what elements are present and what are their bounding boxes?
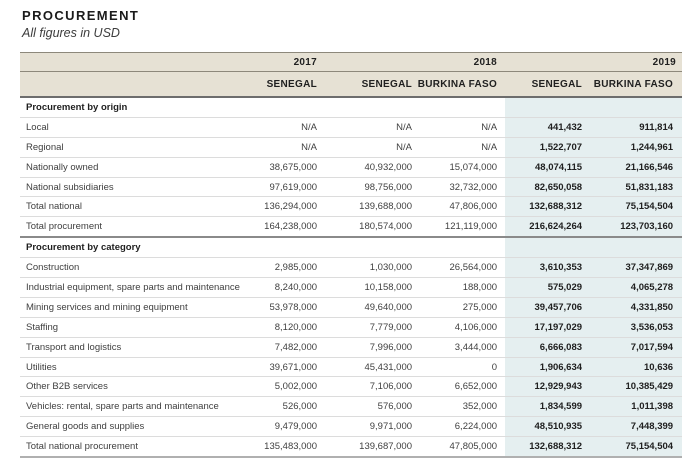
value-cell: 132,688,312 (505, 197, 583, 217)
table-row (20, 317, 682, 337)
value-cell: 10,385,429 (583, 377, 682, 397)
value-cell: 17,197,029 (505, 317, 583, 337)
value-cell: N/A (413, 117, 505, 137)
empty-header-cell (20, 72, 263, 98)
empty-cell (583, 237, 682, 257)
value-cell: 6,224,000 (413, 417, 505, 437)
value-cell: 136,294,000 (263, 197, 318, 217)
value-cell: N/A (263, 137, 318, 157)
col-header-burkina-2018: BURKINA FASO (413, 72, 505, 98)
value-cell: 48,510,935 (505, 417, 583, 437)
row-label: Nationally owned (20, 157, 263, 177)
table-row (20, 177, 682, 197)
table-header (20, 53, 682, 98)
value-cell: 911,814 (583, 117, 682, 137)
value-cell: N/A (318, 117, 413, 137)
value-cell: 48,074,115 (505, 157, 583, 177)
section-header-row (20, 237, 682, 257)
value-cell: 45,431,000 (318, 357, 413, 377)
value-cell: 75,154,504 (583, 197, 682, 217)
section-header: Procurement by origin (20, 97, 263, 117)
row-label: National subsidiaries (20, 177, 263, 197)
value-cell: 21,166,546 (583, 157, 682, 177)
value-cell: 9,479,000 (263, 417, 318, 437)
table-row (20, 437, 682, 457)
table-row (20, 258, 682, 278)
value-cell: 7,996,000 (318, 337, 413, 357)
value-cell: 8,120,000 (263, 317, 318, 337)
value-cell: 47,806,000 (413, 197, 505, 217)
table-row (20, 217, 682, 237)
value-cell: 576,000 (318, 397, 413, 417)
value-cell: 15,074,000 (413, 157, 505, 177)
table-row (20, 278, 682, 298)
section-header-row (20, 97, 682, 117)
value-cell: 180,574,000 (318, 217, 413, 237)
row-label: Utilities (20, 357, 263, 377)
row-label: Mining services and mining equipment (20, 297, 263, 317)
page-subtitle: All figures in USD (22, 26, 120, 40)
section-header: Procurement by category (20, 237, 263, 257)
value-cell: 47,805,000 (413, 437, 505, 457)
empty-cell (505, 237, 583, 257)
value-cell: N/A (413, 137, 505, 157)
year-2017: 2017 (20, 53, 318, 72)
value-cell: 6,652,000 (413, 377, 505, 397)
year-2019: 2019 (505, 53, 682, 72)
value-cell: 82,650,058 (505, 177, 583, 197)
row-label: Total national (20, 197, 263, 217)
row-label: Regional (20, 137, 263, 157)
value-cell: 1,011,398 (583, 397, 682, 417)
value-cell: 139,687,000 (318, 437, 413, 457)
value-cell: 0 (413, 357, 505, 377)
value-cell: 7,779,000 (318, 317, 413, 337)
year-header-row (20, 53, 682, 72)
value-cell: 39,457,706 (505, 297, 583, 317)
table-row (20, 417, 682, 437)
value-cell: 39,671,000 (263, 357, 318, 377)
value-cell: 32,732,000 (413, 177, 505, 197)
table-row (20, 197, 682, 217)
value-cell: 3,610,353 (505, 258, 583, 278)
value-cell: 1,244,961 (583, 137, 682, 157)
row-label: Industrial equipment, spare parts and maintenance (20, 278, 263, 298)
value-cell: 75,154,504 (583, 437, 682, 457)
table-row (20, 377, 682, 397)
value-cell: 4,106,000 (413, 317, 505, 337)
value-cell: 164,238,000 (263, 217, 318, 237)
table-row (20, 137, 682, 157)
table-row (20, 157, 682, 177)
table-row (20, 117, 682, 137)
value-cell: 2,985,000 (263, 258, 318, 278)
value-cell: 1,522,707 (505, 137, 583, 157)
value-cell: N/A (263, 117, 318, 137)
value-cell: 352,000 (413, 397, 505, 417)
value-cell: 4,065,278 (583, 278, 682, 298)
value-cell: 441,432 (505, 117, 583, 137)
empty-cell (318, 97, 413, 117)
value-cell: 7,017,594 (583, 337, 682, 357)
report-header (22, 8, 139, 40)
col-header-senegal-2018: SENEGAL (318, 72, 413, 98)
value-cell: 3,536,053 (583, 317, 682, 337)
empty-cell (505, 97, 583, 117)
value-cell: 7,106,000 (318, 377, 413, 397)
value-cell: 216,624,264 (505, 217, 583, 237)
empty-cell (413, 97, 505, 117)
empty-cell (263, 97, 318, 117)
value-cell: 12,929,943 (505, 377, 583, 397)
value-cell: 51,831,183 (583, 177, 682, 197)
value-cell: 7,448,399 (583, 417, 682, 437)
value-cell: 7,482,000 (263, 337, 318, 357)
value-cell: 10,636 (583, 357, 682, 377)
row-label: Other B2B services (20, 377, 263, 397)
empty-cell (583, 97, 682, 117)
value-cell: 135,483,000 (263, 437, 318, 457)
value-cell: 97,619,000 (263, 177, 318, 197)
value-cell: 53,978,000 (263, 297, 318, 317)
table-row (20, 297, 682, 317)
value-cell: 6,666,083 (505, 337, 583, 357)
value-cell: N/A (318, 137, 413, 157)
value-cell: 123,703,160 (583, 217, 682, 237)
value-cell: 275,000 (413, 297, 505, 317)
row-label: Vehicles: rental, spare parts and maintenance (20, 397, 263, 417)
page-title: PROCUREMENT (22, 8, 140, 23)
row-label: Total national procurement (20, 437, 263, 457)
value-cell: 188,000 (413, 278, 505, 298)
value-cell: 132,688,312 (505, 437, 583, 457)
value-cell: 121,119,000 (413, 217, 505, 237)
table-row (20, 397, 682, 417)
row-label: Total procurement (20, 217, 263, 237)
value-cell: 4,331,850 (583, 297, 682, 317)
value-cell: 26,564,000 (413, 258, 505, 278)
col-header-senegal-2017: SENEGAL (263, 72, 318, 98)
value-cell: 526,000 (263, 397, 318, 417)
empty-cell (263, 237, 318, 257)
procurement-table (20, 52, 682, 458)
col-header-burkina-2019: BURKINA FASO (583, 72, 682, 98)
value-cell: 1,906,634 (505, 357, 583, 377)
value-cell: 38,675,000 (263, 157, 318, 177)
empty-cell (413, 237, 505, 257)
value-cell: 5,002,000 (263, 377, 318, 397)
country-header-row (20, 72, 682, 98)
year-2018: 2018 (318, 53, 505, 72)
value-cell: 9,971,000 (318, 417, 413, 437)
value-cell: 3,444,000 (413, 337, 505, 357)
value-cell: 139,688,000 (318, 197, 413, 217)
row-label: Transport and logistics (20, 337, 263, 357)
row-label: Construction (20, 258, 263, 278)
value-cell: 10,158,000 (318, 278, 413, 298)
row-label: Local (20, 117, 263, 137)
value-cell: 1,834,599 (505, 397, 583, 417)
value-cell: 575,029 (505, 278, 583, 298)
value-cell: 49,640,000 (318, 297, 413, 317)
value-cell: 8,240,000 (263, 278, 318, 298)
table-body (20, 97, 682, 457)
table-row (20, 337, 682, 357)
value-cell: 98,756,000 (318, 177, 413, 197)
table-row (20, 357, 682, 377)
value-cell: 1,030,000 (318, 258, 413, 278)
col-header-senegal-2019: SENEGAL (505, 72, 583, 98)
value-cell: 37,347,869 (583, 258, 682, 278)
row-label: Staffing (20, 317, 263, 337)
row-label: General goods and supplies (20, 417, 263, 437)
value-cell: 40,932,000 (318, 157, 413, 177)
empty-cell (318, 237, 413, 257)
